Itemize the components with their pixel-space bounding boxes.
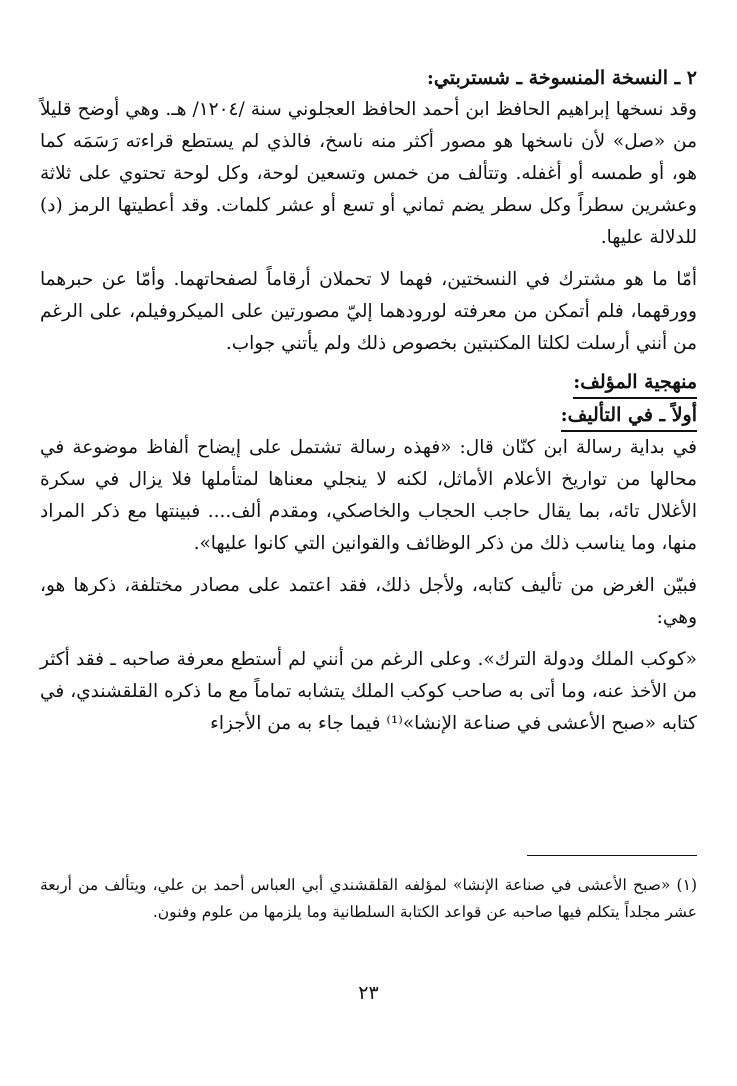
paragraph-ibn-kannan-quote: في بداية رسالة ابن كنّان قال: «فهذه رسالة تشتمل على إيضاح ألفاظ موضوعة في محالها من تواريخ الأعلام الأماثل، لكنه لا ينجلي معناها لمتأملها فلا يزال في سكرة الأغلال تائه، بما يقال حاجب الحجاب والخاصكي، ومقدم ألف.... فبينتها مع ذكر المراد منها، وما يناسب ذلك من ذكر الوظائف والقوانين التي كانوا عليها». (40, 437, 697, 554)
paragraph-chester-beatty-description: وقد نسخها إبراهيم الحافظ ابن أحمد الحافظ العجلوني سنة /١٢٠٤/ هـ. وهي أوضح قليلاً من «صل» لأن ناسخها هو مصور أكثر منه ناسخ، فالذي لم يستطع قراءته رَسَمَه كما هو، أو طمسه أو أغفله. وتتألف من خمس وتسعين لوحة، وكل لوحة تحتوي على ثلاثة وعشرين سطراً وكل سطر يضم ثماني أو تسع أو عشر كلمات. وقد أعطيتها الرمز (د) للدلالة عليها. (40, 99, 697, 248)
authoring-subheading-text: أولاً ـ في التأليف: (561, 400, 697, 432)
paragraph-kawkab-al-mulk: «كوكب الملك ودولة الترك». وعلى الرغم من أنني لم أستطع معرفة صاحبه ـ فقد أكثر من الأخذ عنه، وما أتى به صاحب كوكب الملك يتشابه تماماً مع ما ذكره القلقشندي، في كتابه «صبح الأعشى في صناعة الإنشا»⁽¹⁾ فيما جاء به من الأجزاء (40, 649, 697, 734)
section-heading-methodology (40, 366, 697, 399)
paragraph-common-features: أمّا ما هو مشترك في النسختين، فهما لا تحملان أرقاماً لصفحاتهما. وأمّا عن حبرهما وورقهما، فلم أتمكن من معرفته لورودهما إليّ مصورتين على الميكروفيلم، على الرغم من أنني أرسلت لكلتا المكتبتين بخصوص ذلك ولم يأتني جواب. (40, 269, 697, 354)
footnote-1: (١) «صبح الأعشى في صناعة الإنشا» لمؤلفه القلقشندي أبي العباس أحمد بن علي، ويتألف من أربعة عشر مجلداً يتكلم فيها صاحبه عن قواعد الكتابة السلطانية وما يلزمها من علوم وفنون. (40, 876, 697, 921)
methodology-heading-text: منهجية المؤلف: (573, 367, 697, 399)
paragraph-sources-intro: فبيّن الغرض من تأليف كتابه، ولأجل ذلك، فقد اعتمد على مصادر مختلفة، ذكرها هو، وهي: (40, 575, 697, 628)
section-heading-chester-beatty: ٢ ـ النسخة المنسوخة ـ شستربتي: (426, 67, 697, 89)
page-body (40, 62, 697, 740)
page-number: ٢٣ (358, 982, 379, 1004)
footnote-divider (527, 855, 697, 856)
subheading-authoring (40, 399, 697, 432)
